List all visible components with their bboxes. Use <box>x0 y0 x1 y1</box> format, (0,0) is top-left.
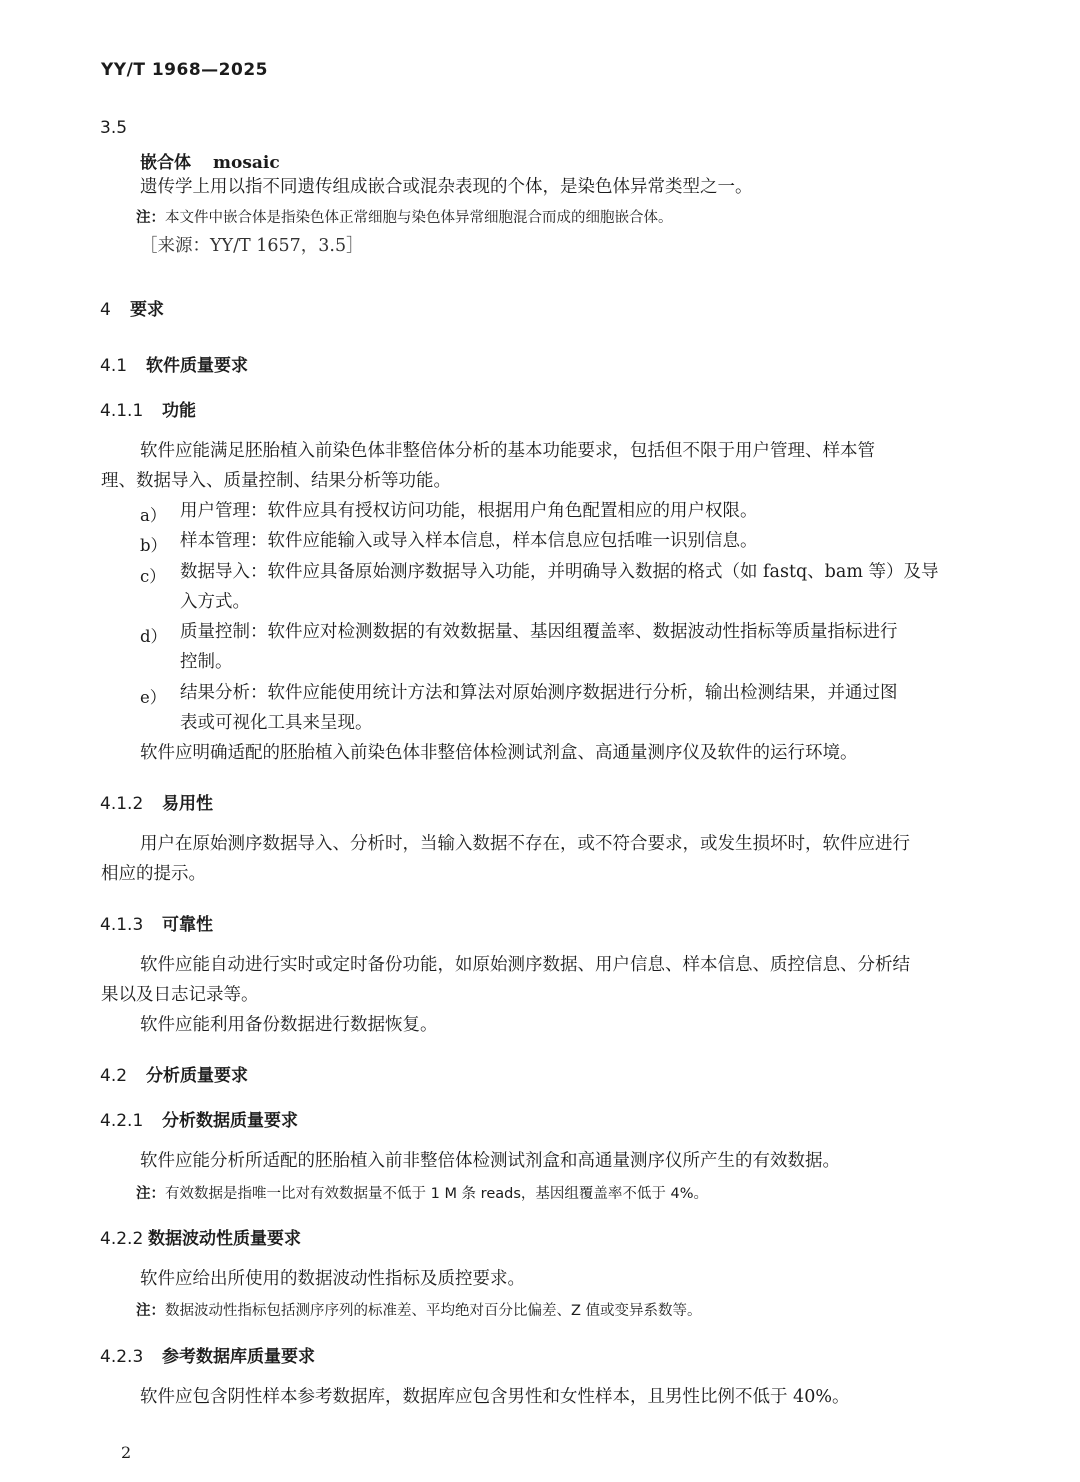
paragraph: 用户在原始测序数据导入、分析时，当输入数据不存在，或不符合要求，或发生损坏时，软件应进行 <box>140 834 910 854</box>
section-heading: 4.1.3 可靠性 <box>100 915 213 935</box>
list-item-label: b） <box>140 536 168 555</box>
paragraph: 软件应明确适配的胚胎植入前染色体非整倍体检测试剂盒、高通量测序仪及软件的运行环境。 <box>140 743 858 763</box>
standard-number: YY/T 1968—2025 <box>101 60 268 80</box>
section-heading: 4.1.2 易用性 <box>100 794 213 814</box>
source-reference: ［来源：YY/T 1657，3.5］ <box>140 236 364 256</box>
note: 注：数据波动性指标包括测序序列的标准差、平均绝对百分比偏差、Z 值或变异系数等。 <box>136 1303 702 1319</box>
paragraph: 理、数据导入、质量控制、结果分析等功能。 <box>101 471 451 491</box>
list-item: 用户管理：软件应具有授权访问功能，根据用户角色配置相应的用户权限。 <box>180 501 758 521</box>
paragraph: 软件应能利用备份数据进行数据恢复。 <box>140 1015 438 1035</box>
list-item: 质量控制：软件应对检测数据的有效数据量、基因组覆盖率、数据波动性指标等质量指标进行 <box>180 622 898 642</box>
list-item-label: e） <box>140 688 167 707</box>
list-item: 数据导入：软件应具备原始测序数据导入功能，并明确导入数据的格式（如 fastq、bam 等）及导 <box>180 562 939 582</box>
list-item: 表或可视化工具来呈现。 <box>180 713 373 733</box>
list-item: 结果分析：软件应能使用统计方法和算法对原始测序数据进行分析，输出检测结果，并通过图 <box>180 683 898 703</box>
section-heading: 4.2.2 数据波动性质量要求 <box>100 1229 301 1249</box>
paragraph: 软件应能满足胚胎植入前染色体非整倍体分析的基本功能要求，包括但不限于用户管理、样本管 <box>140 441 875 461</box>
note: 注：本文件中嵌合体是指染色体正常细胞与染色体异常细胞混合而成的细胞嵌合体。 <box>136 210 673 226</box>
clause-number: 3.5 <box>100 118 128 138</box>
list-item: 样本管理：软件应能输入或导入样本信息，样本信息应包括唯一识别信息。 <box>180 531 758 551</box>
list-item-label: c） <box>140 567 166 586</box>
section-heading: 4.2.3 参考数据库质量要求 <box>100 1347 315 1367</box>
list-item-label: a） <box>140 506 167 525</box>
section-heading: 4 要求 <box>100 300 164 320</box>
section-heading: 4.1.1 功能 <box>100 401 196 421</box>
term-definition: 遗传学上用以指不同遗传组成嵌合或混杂表现的个体，是染色体异常类型之一。 <box>140 177 753 197</box>
page-number: 2 <box>121 1443 132 1462</box>
section-heading: 4.2.1 分析数据质量要求 <box>100 1111 298 1131</box>
note: 注：有效数据是指唯一比对有效数据量不低于 1 M 条 reads，基因组覆盖率不低于 4%。 <box>136 1186 708 1202</box>
paragraph: 软件应能自动进行实时或定时备份功能，如原始测序数据、用户信息、样本信息、质控信息、分析结 <box>140 955 910 975</box>
paragraph: 软件应包含阴性样本参考数据库，数据库应包含男性和女性样本，且男性比例不低于 40%。 <box>140 1387 850 1407</box>
list-item-label: d） <box>140 627 168 646</box>
term-chinese: 嵌合体 <box>140 153 191 173</box>
term-heading <box>140 148 280 173</box>
term-english: mosaic <box>213 153 280 173</box>
section-heading: 4.1 软件质量要求 <box>100 356 248 376</box>
paragraph: 相应的提示。 <box>101 864 206 884</box>
paragraph: 软件应能分析所适配的胚胎植入前非整倍体检测试剂盒和高通量测序仪所产生的有效数据。 <box>140 1151 840 1171</box>
section-heading: 4.2 分析质量要求 <box>100 1066 248 1086</box>
paragraph: 果以及日志记录等。 <box>101 985 259 1005</box>
list-item: 入方式。 <box>180 592 250 612</box>
paragraph: 软件应给出所使用的数据波动性指标及质控要求。 <box>140 1269 525 1289</box>
list-item: 控制。 <box>180 652 233 672</box>
